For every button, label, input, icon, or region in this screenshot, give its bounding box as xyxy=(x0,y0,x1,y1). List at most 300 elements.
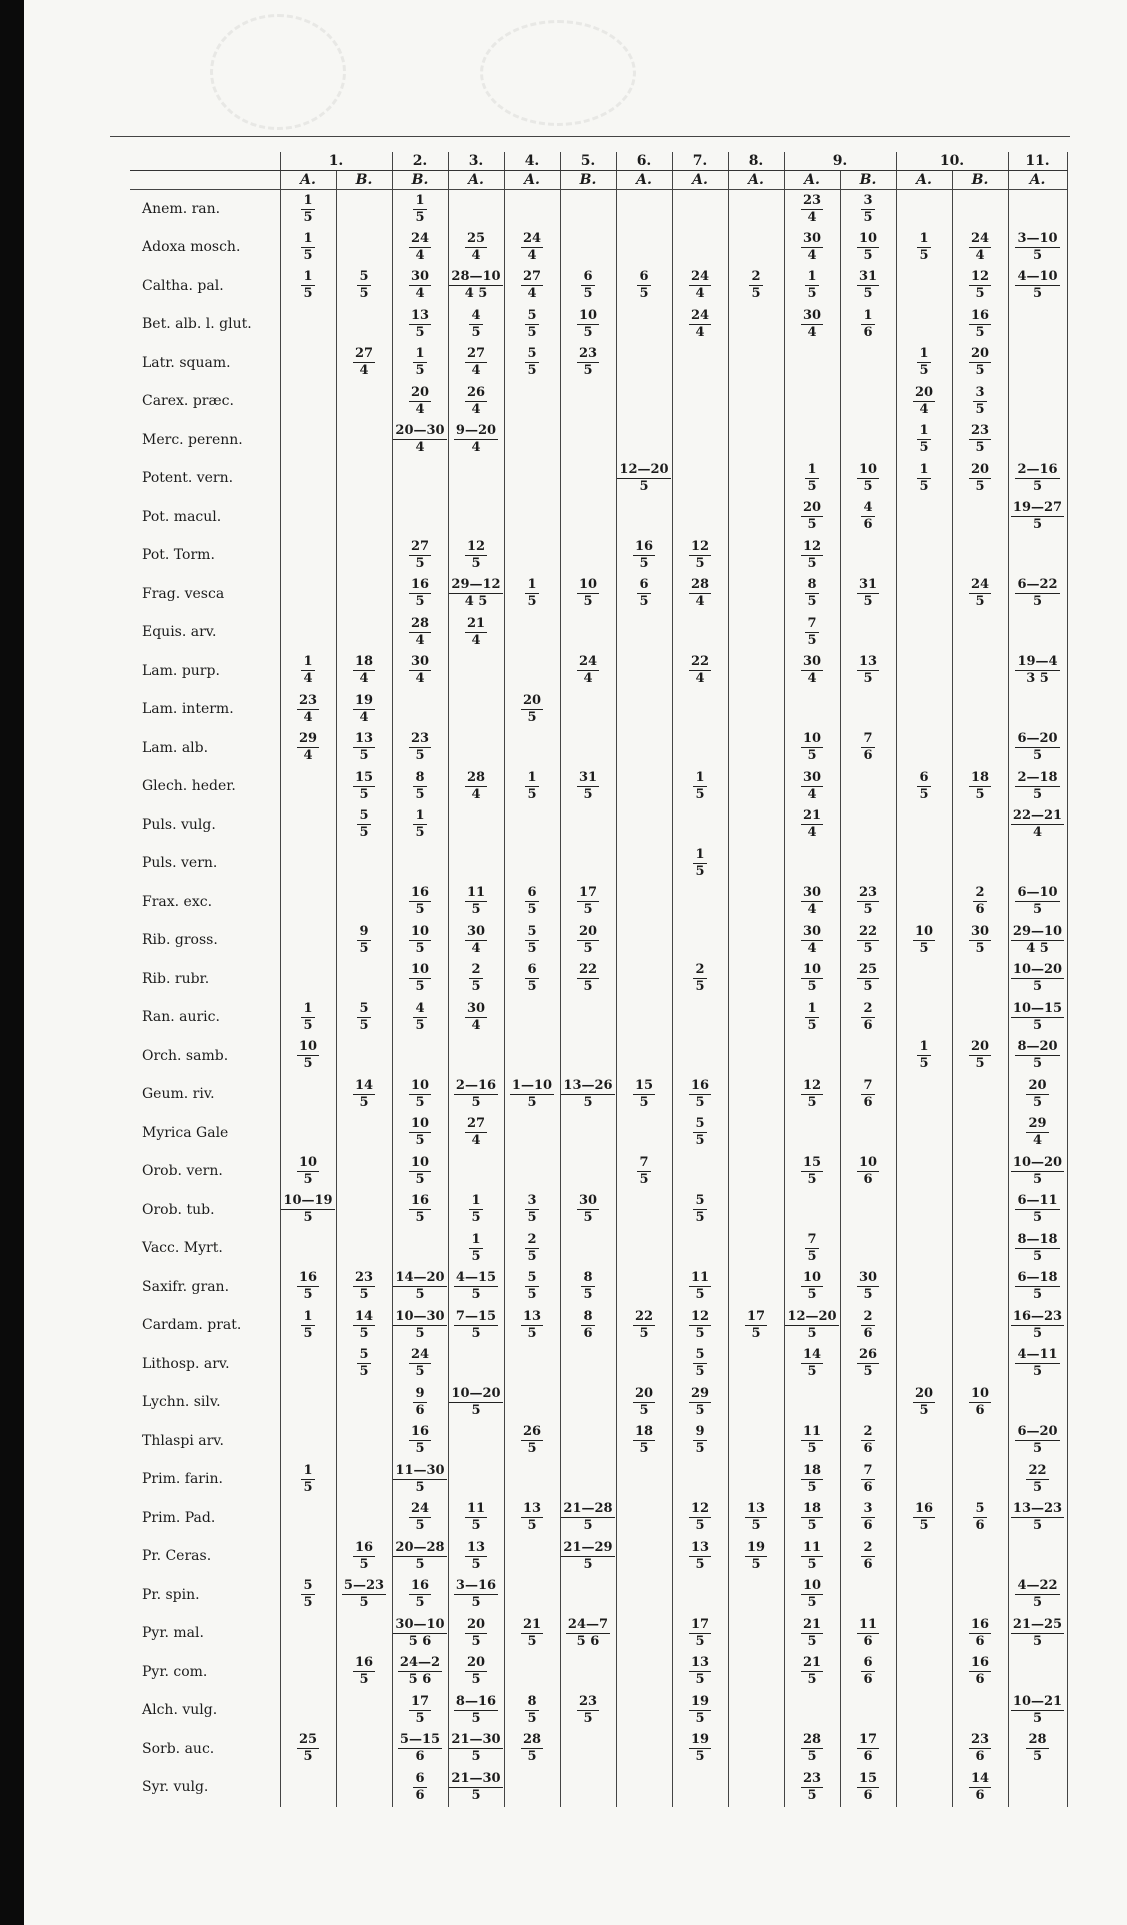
fraction-value xyxy=(525,963,538,994)
month-value: 5 xyxy=(807,1672,817,1688)
table-cell xyxy=(784,1730,840,1769)
table-cell xyxy=(784,1576,840,1615)
day-value: 7 xyxy=(863,1462,873,1478)
table-cell xyxy=(280,1653,336,1692)
table-cell xyxy=(728,1268,784,1307)
day-value: 19 xyxy=(746,1539,766,1555)
month-value: 4 xyxy=(695,324,705,340)
table-cell xyxy=(1008,613,1067,652)
day-value: 30 xyxy=(466,1000,486,1016)
fraction-value xyxy=(805,463,818,494)
month-value: 5 xyxy=(919,440,929,456)
day-value: 16 xyxy=(410,1424,430,1440)
fraction-value xyxy=(353,655,375,686)
table-cell xyxy=(560,806,616,845)
table-cell xyxy=(1008,883,1067,922)
table-cell xyxy=(448,613,504,652)
plant-name: Prim. farin. xyxy=(142,1471,223,1488)
month-value: 4 5 xyxy=(1026,940,1049,956)
table-cell xyxy=(616,267,672,306)
month-value: 5 xyxy=(863,902,873,918)
table-cell xyxy=(784,575,840,614)
day-value: 1 xyxy=(807,1000,817,1016)
fraction-value xyxy=(801,1618,823,1649)
month-value: 5 xyxy=(583,1556,593,1572)
fraction-value xyxy=(521,232,543,263)
month-value: 5 xyxy=(1032,517,1043,533)
day-value: 12 xyxy=(690,538,710,554)
table-cell xyxy=(672,883,728,922)
day-value: 31 xyxy=(578,769,598,785)
month-value: 5 xyxy=(415,979,425,995)
fraction-value xyxy=(633,1425,655,1456)
table-cell xyxy=(560,1730,616,1769)
month-value: 5 xyxy=(303,209,313,225)
month-value: 5 xyxy=(695,1287,705,1303)
fraction-value xyxy=(521,1425,543,1456)
day-value: 5 xyxy=(359,1347,369,1363)
plant-name: Glech. heder. xyxy=(142,778,236,795)
fraction-value xyxy=(917,771,930,802)
table-cell xyxy=(896,536,952,575)
fraction-value xyxy=(398,1733,442,1764)
table-cell xyxy=(504,1460,560,1499)
fraction-value xyxy=(409,309,431,340)
table-cell xyxy=(616,344,672,383)
table-cell xyxy=(392,1075,448,1114)
table-cell xyxy=(336,960,392,999)
fraction-value xyxy=(454,424,498,455)
month-value: 5 xyxy=(527,1633,537,1649)
month-value: 5 xyxy=(807,1171,817,1187)
column-group-header: 5. xyxy=(560,152,616,171)
day-value: 22—21 xyxy=(1012,808,1063,824)
table-cell xyxy=(448,998,504,1037)
month-value: 5 xyxy=(639,594,649,610)
month-value: 4 xyxy=(359,671,369,687)
table-row xyxy=(130,1576,1067,1615)
fraction-value xyxy=(801,501,823,532)
day-value: 18 xyxy=(802,1462,822,1478)
month-value: 5 xyxy=(807,1017,817,1033)
table-cell xyxy=(280,421,336,460)
month-value: 5 xyxy=(415,1210,425,1226)
day-value: 27 xyxy=(410,538,430,554)
fraction-value xyxy=(525,347,538,378)
day-value: 23 xyxy=(354,1270,374,1286)
fraction-value xyxy=(465,886,487,917)
day-value: 6 xyxy=(527,885,537,901)
table-cell xyxy=(448,767,504,806)
fraction-value xyxy=(297,694,319,725)
fraction-value xyxy=(801,1772,823,1803)
fraction-value xyxy=(353,694,375,725)
day-value: 1 xyxy=(919,461,929,477)
fraction-value xyxy=(409,1579,431,1610)
table-cell xyxy=(672,1730,728,1769)
table-cell xyxy=(672,690,728,729)
day-value: 16 xyxy=(970,1616,990,1632)
fraction-value xyxy=(353,1541,375,1572)
table-cell xyxy=(448,228,504,267)
table-cell xyxy=(728,1191,784,1230)
month-value: 4 xyxy=(919,401,929,417)
day-value: 12 xyxy=(466,538,486,554)
table-cell xyxy=(560,459,616,498)
column-group-header: 1. xyxy=(280,152,392,171)
scan-edge xyxy=(0,0,24,1925)
day-value: 17 xyxy=(858,1732,878,1748)
month-value: 5 xyxy=(359,1287,369,1303)
table-cell xyxy=(896,1730,952,1769)
table-cell xyxy=(448,1576,504,1615)
fraction-value xyxy=(413,194,426,225)
day-value: 13 xyxy=(522,1501,542,1517)
day-value: 1 xyxy=(807,461,817,477)
table-cell xyxy=(728,1576,784,1615)
day-value: 1 xyxy=(303,1000,313,1016)
table-cell xyxy=(336,1499,392,1538)
table-cell xyxy=(336,1229,392,1268)
day-value: 4—11 xyxy=(1017,1347,1058,1363)
table-cell xyxy=(840,1730,896,1769)
month-value: 5 xyxy=(583,594,593,610)
fraction-value xyxy=(525,1271,538,1302)
month-value: 5 xyxy=(303,286,313,302)
table-cell xyxy=(896,729,952,768)
day-value: 1 xyxy=(471,1231,481,1247)
month-value: 5 xyxy=(919,786,929,802)
day-value: 20 xyxy=(634,1385,654,1401)
table-cell xyxy=(952,1383,1008,1422)
table-cell xyxy=(728,421,784,460)
day-value: 10 xyxy=(298,1154,318,1170)
table-cell xyxy=(392,1653,448,1692)
table-cell xyxy=(952,1114,1008,1153)
table-row xyxy=(130,729,1067,768)
fraction-value xyxy=(577,655,599,686)
table-cell xyxy=(896,883,952,922)
table-cell xyxy=(784,382,840,421)
table-cell xyxy=(560,536,616,575)
plant-name: Cardam. prat. xyxy=(142,1317,242,1334)
month-value: 4 xyxy=(415,247,425,263)
table-cell xyxy=(336,998,392,1037)
table-cell xyxy=(784,1152,840,1191)
day-value: 6—20 xyxy=(1017,731,1058,747)
day-value: 12—20 xyxy=(787,1308,837,1324)
month-value: 5 xyxy=(471,1518,481,1534)
day-value: 1—10 xyxy=(511,1077,553,1093)
table-cell xyxy=(392,1229,448,1268)
day-value: 16 xyxy=(298,1270,318,1286)
plant-name: Latr. squam. xyxy=(142,354,231,371)
table-cell xyxy=(1008,1075,1067,1114)
day-value: 24 xyxy=(410,1347,430,1363)
day-value: 5 xyxy=(695,1193,705,1209)
month-value: 5 xyxy=(1032,1017,1043,1033)
fraction-value xyxy=(969,578,991,609)
fraction-value xyxy=(913,1387,935,1418)
fraction-value xyxy=(1015,232,1059,263)
month-value: 4 xyxy=(471,401,481,417)
day-value: 29 xyxy=(1028,1116,1047,1132)
table-cell xyxy=(896,421,952,460)
table-cell xyxy=(336,921,392,960)
table-cell xyxy=(280,382,336,421)
day-value: 1 xyxy=(807,269,817,285)
fraction-value xyxy=(969,309,991,340)
day-value: 16—23 xyxy=(1012,1308,1063,1324)
fraction-value xyxy=(969,771,991,802)
fraction-value xyxy=(969,925,991,956)
fraction-value xyxy=(1026,1733,1048,1764)
table-cell xyxy=(560,1114,616,1153)
fraction-value xyxy=(465,1502,487,1533)
fraction-value xyxy=(1015,1194,1059,1225)
table-cell xyxy=(672,498,728,537)
table-row xyxy=(130,190,1067,229)
day-value: 11 xyxy=(466,885,486,901)
plant-name: Pyr. com. xyxy=(142,1663,208,1680)
top-rule xyxy=(110,136,1070,137)
table-cell xyxy=(616,921,672,960)
day-value: 22 xyxy=(1028,1462,1047,1478)
fraction-value xyxy=(465,540,487,571)
table-cell xyxy=(504,1114,560,1153)
fraction-value xyxy=(861,1464,874,1495)
fraction-value xyxy=(1011,809,1064,840)
table-cell xyxy=(1008,344,1067,383)
day-value: 1 xyxy=(415,346,425,362)
table-cell xyxy=(560,1653,616,1692)
day-value: 17 xyxy=(746,1308,766,1324)
day-value: 3 xyxy=(863,192,873,208)
fraction-value xyxy=(465,347,487,378)
day-value: 19 xyxy=(354,692,374,708)
table-cell xyxy=(336,729,392,768)
fraction-value xyxy=(637,578,650,609)
fraction-value xyxy=(393,1310,446,1341)
month-value: 5 xyxy=(471,1749,481,1765)
month-value: 5 xyxy=(695,786,705,802)
table-cell xyxy=(784,844,840,883)
table-cell xyxy=(840,883,896,922)
table-cell xyxy=(280,921,336,960)
table-cell xyxy=(280,1114,336,1153)
month-value: 5 xyxy=(1032,1171,1043,1187)
day-value: 25 xyxy=(298,1732,318,1748)
table-cell xyxy=(336,536,392,575)
table-cell xyxy=(448,498,504,537)
table-cell xyxy=(504,1152,560,1191)
month-value: 5 xyxy=(1032,1633,1043,1649)
fraction-value xyxy=(301,270,314,301)
table-cell xyxy=(672,1345,728,1384)
fraction-value xyxy=(353,1271,375,1302)
fraction-value xyxy=(801,1656,823,1687)
table-cell xyxy=(392,190,448,229)
month-value: 5 xyxy=(863,1364,873,1380)
day-value: 2 xyxy=(471,962,481,978)
table-cell xyxy=(616,1191,672,1230)
table-cell xyxy=(616,1268,672,1307)
day-value: 22 xyxy=(858,923,878,939)
month-value: 6 xyxy=(863,1556,873,1572)
table-cell xyxy=(840,613,896,652)
table-cell xyxy=(728,344,784,383)
table-cell xyxy=(560,267,616,306)
table-cell xyxy=(952,1576,1008,1615)
table-cell xyxy=(616,1653,672,1692)
table-cell xyxy=(784,459,840,498)
table-cell xyxy=(1008,1229,1067,1268)
fraction-value xyxy=(393,1464,446,1495)
table-cell xyxy=(448,1268,504,1307)
table-row xyxy=(130,844,1067,883)
day-value: 10 xyxy=(802,1270,822,1286)
table-cell xyxy=(448,536,504,575)
table-cell xyxy=(392,1345,448,1384)
table-cell xyxy=(952,575,1008,614)
day-value: 2 xyxy=(975,885,985,901)
table-cell xyxy=(280,1037,336,1076)
table-cell xyxy=(336,1306,392,1345)
month-value: 5 xyxy=(303,247,313,263)
fraction-value xyxy=(413,347,426,378)
table-row xyxy=(130,1229,1067,1268)
fraction-value xyxy=(801,1348,823,1379)
fraction-value xyxy=(357,925,370,956)
day-value: 2 xyxy=(863,1000,873,1016)
table-cell xyxy=(448,806,504,845)
day-value: 6 xyxy=(639,577,649,593)
table-cell xyxy=(392,1191,448,1230)
table-cell xyxy=(504,1229,560,1268)
table-cell xyxy=(784,1306,840,1345)
table-cell xyxy=(896,1691,952,1730)
fraction-value xyxy=(577,886,599,917)
table-cell xyxy=(560,844,616,883)
month-value: 6 xyxy=(863,1017,873,1033)
table-cell xyxy=(840,844,896,883)
table-cell xyxy=(336,344,392,383)
day-value: 10—21 xyxy=(1012,1693,1063,1709)
table-cell xyxy=(392,1576,448,1615)
table-cell xyxy=(896,459,952,498)
table-cell xyxy=(952,767,1008,806)
day-value: 10 xyxy=(802,731,822,747)
month-value: 5 xyxy=(583,1210,593,1226)
fraction-value xyxy=(353,347,375,378)
table-cell xyxy=(448,1614,504,1653)
table-cell xyxy=(952,459,1008,498)
month-value: 5 xyxy=(695,1749,705,1765)
column-subheader: B. xyxy=(952,171,1008,190)
day-value: 12 xyxy=(690,1501,710,1517)
table-cell xyxy=(840,1653,896,1692)
month-value: 5 xyxy=(863,209,873,225)
fraction-value xyxy=(857,270,879,301)
fraction-value xyxy=(689,309,711,340)
fraction-value xyxy=(801,1541,823,1572)
fraction-value xyxy=(398,1656,442,1687)
table-cell xyxy=(560,1537,616,1576)
fraction-value xyxy=(861,1425,874,1456)
table-row xyxy=(130,921,1067,960)
table-cell xyxy=(336,883,392,922)
day-value: 24 xyxy=(522,230,542,246)
plant-name: Syr. vulg. xyxy=(142,1779,209,1796)
day-value: 26 xyxy=(522,1424,542,1440)
day-value: 3—16 xyxy=(455,1578,497,1594)
fraction-value xyxy=(413,771,426,802)
column-subheader: A. xyxy=(448,171,504,190)
fraction-value xyxy=(409,925,431,956)
table-cell xyxy=(728,1422,784,1461)
table-cell xyxy=(672,1537,728,1576)
month-value: 5 xyxy=(303,1171,313,1187)
day-value: 13 xyxy=(858,654,878,670)
plant-name: Lychn. silv. xyxy=(142,1394,221,1411)
fraction-value xyxy=(525,925,538,956)
table-cell xyxy=(784,228,840,267)
table-cell xyxy=(280,613,336,652)
month-value: 5 xyxy=(695,1210,705,1226)
fraction-value xyxy=(357,809,370,840)
month-value: 6 xyxy=(863,1094,873,1110)
table-cell xyxy=(504,613,560,652)
month-value: 5 xyxy=(695,1094,705,1110)
table-cell xyxy=(672,382,728,421)
month-value: 5 xyxy=(415,363,425,379)
table-row xyxy=(130,690,1067,729)
day-value: 6 xyxy=(415,1770,425,1786)
day-value: 10 xyxy=(858,230,878,246)
table-row xyxy=(130,806,1067,845)
table-cell xyxy=(504,1037,560,1076)
month-value: 5 xyxy=(863,671,873,687)
month-value: 4 xyxy=(807,786,817,802)
day-value: 10 xyxy=(802,962,822,978)
month-value: 5 xyxy=(415,1595,425,1611)
table-cell xyxy=(616,729,672,768)
table-cell xyxy=(560,1576,616,1615)
month-value: 5 xyxy=(527,1749,537,1765)
table-row xyxy=(130,1114,1067,1153)
fraction-value xyxy=(561,1541,614,1572)
table-cell xyxy=(336,1614,392,1653)
table-cell xyxy=(840,998,896,1037)
month-value: 5 xyxy=(807,1787,817,1803)
table-cell xyxy=(616,806,672,845)
month-value: 5 xyxy=(1032,1710,1043,1726)
fraction-value xyxy=(633,1310,655,1341)
table-cell xyxy=(504,767,560,806)
sub-header-row xyxy=(130,171,1067,190)
day-value: 13—23 xyxy=(1012,1501,1063,1517)
plant-name: Caltha. pal. xyxy=(142,277,224,294)
table-cell xyxy=(784,883,840,922)
table-cell xyxy=(616,844,672,883)
month-value: 5 xyxy=(583,1518,593,1534)
table-cell xyxy=(728,844,784,883)
month-value: 5 xyxy=(583,1287,593,1303)
table-cell xyxy=(1008,690,1067,729)
fraction-value xyxy=(393,424,446,455)
table-cell xyxy=(672,1075,728,1114)
table-cell xyxy=(560,998,616,1037)
